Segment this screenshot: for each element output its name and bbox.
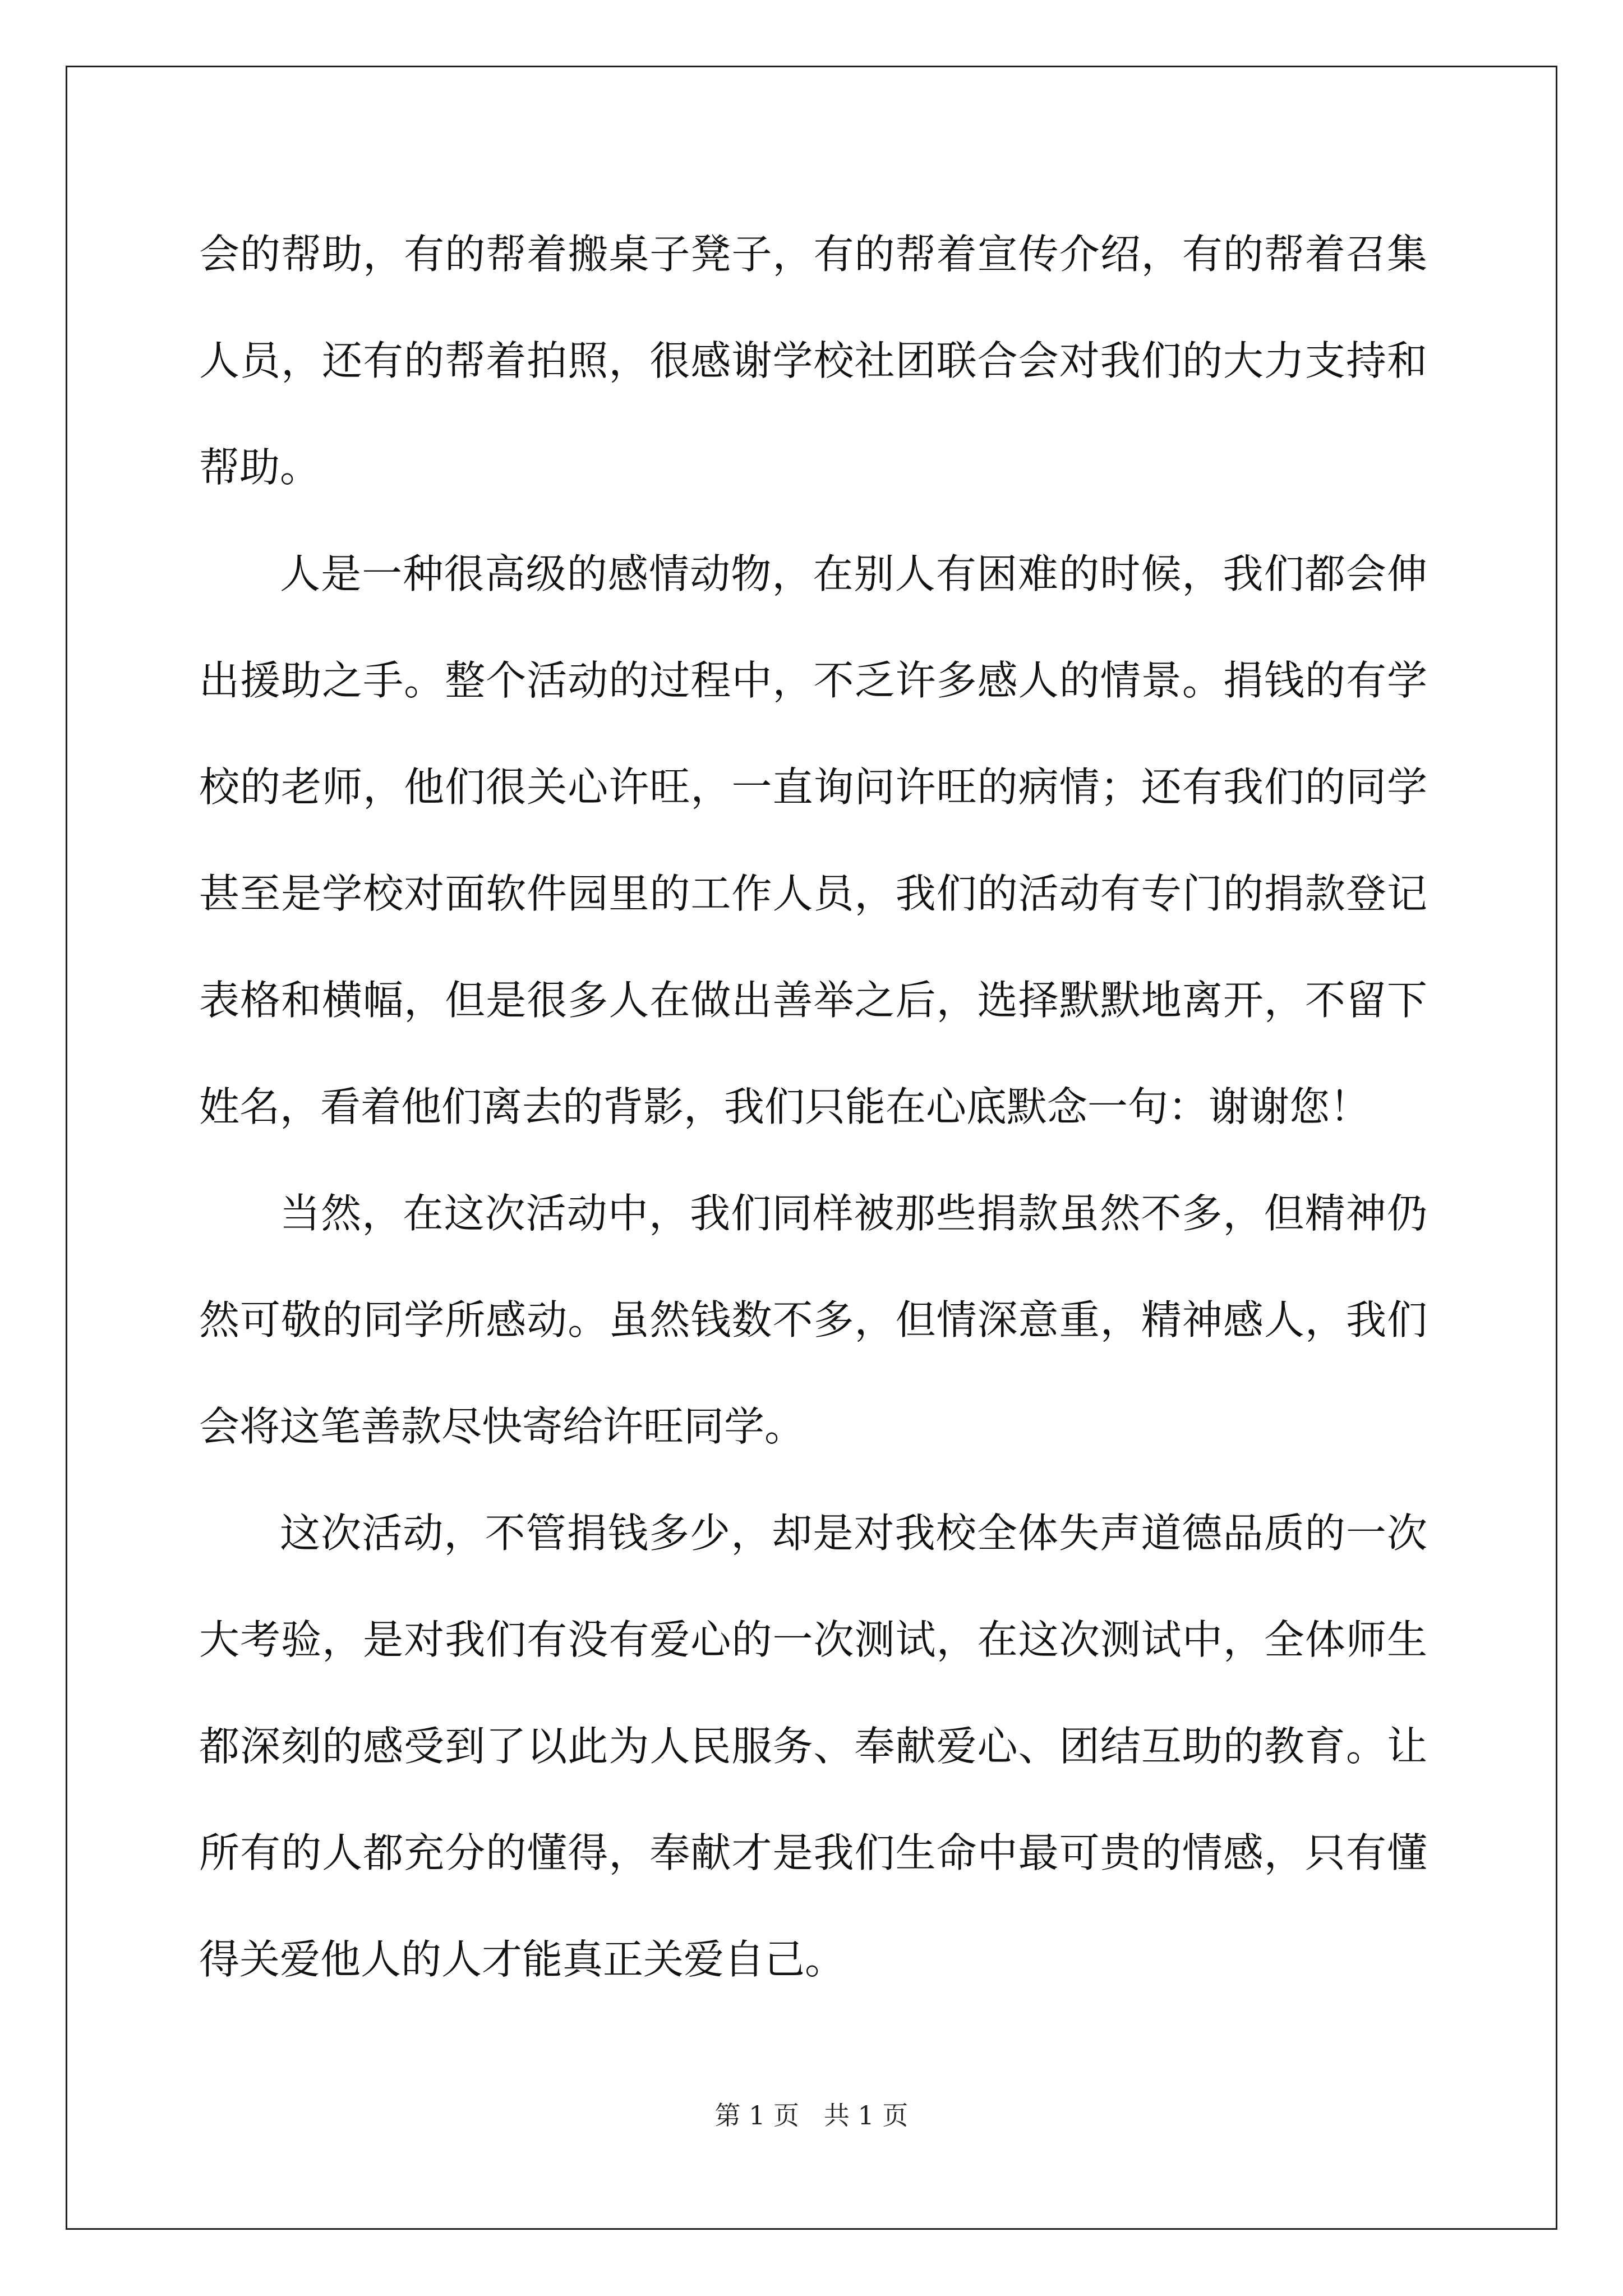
page-number-footer: 第 1 页 共 1 页 [714, 2100, 909, 2131]
text-line: 然可敬的同学所感动。虽然钱数不多，但情深意重，精神感人，我们 [199, 1296, 1427, 1343]
text-line: 人员，还有的帮着拍照，很感谢学校社团联合会对我们的大力支持和 [199, 337, 1427, 384]
text-line: 甚至是学校对面软件园里的工作人员，我们的活动有专门的捐款登记 [199, 870, 1427, 917]
text-line: 校的老师，他们很关心许旺，一直询问许旺的病情；还有我们的同学 [199, 763, 1427, 811]
text-line: 所有的人都充分的懂得，奉献才是我们生命中最可贵的情感，只有懂 [199, 1829, 1427, 1876]
text-line: 大考验，是对我们有没有爱心的一次测试，在这次测试中，全体师生 [199, 1616, 1427, 1663]
text-line: 姓名，看着他们离去的背影，我们只能在心底默念一句：谢谢您！ [199, 1083, 1371, 1130]
paragraph-first-line: 当然，在这次活动中，我们同样被那些捐款虽然不多，但精神仍 [280, 1190, 1427, 1237]
text-line: 会将这笔善款尽快寄给许旺同学。 [199, 1403, 805, 1450]
paragraph-first-line: 这次活动，不管捐钱多少，却是对我校全体失声道德品质的一次 [280, 1510, 1427, 1557]
text-line: 表格和横幅，但是很多人在做出善举之后，选择默默地离开，不留下 [199, 977, 1427, 1024]
text-line: 出援助之手。整个活动的过程中，不乏许多感人的情景。捐钱的有学 [199, 657, 1427, 704]
document-body [199, 201, 1427, 2013]
text-line: 会的帮助，有的帮着搬桌子凳子，有的帮着宣传介绍，有的帮着召集 [199, 231, 1427, 278]
text-line: 帮助。 [199, 444, 321, 491]
text-line: 得关爱他人的人才能真正关爱自己。 [199, 1936, 846, 1983]
text-line: 都深刻的感受到了以此为人民服务、奉献爱心、团结互助的教育。让 [199, 1723, 1427, 1770]
paragraph-first-line: 人是一种很高级的感情动物，在别人有困难的时候，我们都会伸 [280, 550, 1427, 597]
